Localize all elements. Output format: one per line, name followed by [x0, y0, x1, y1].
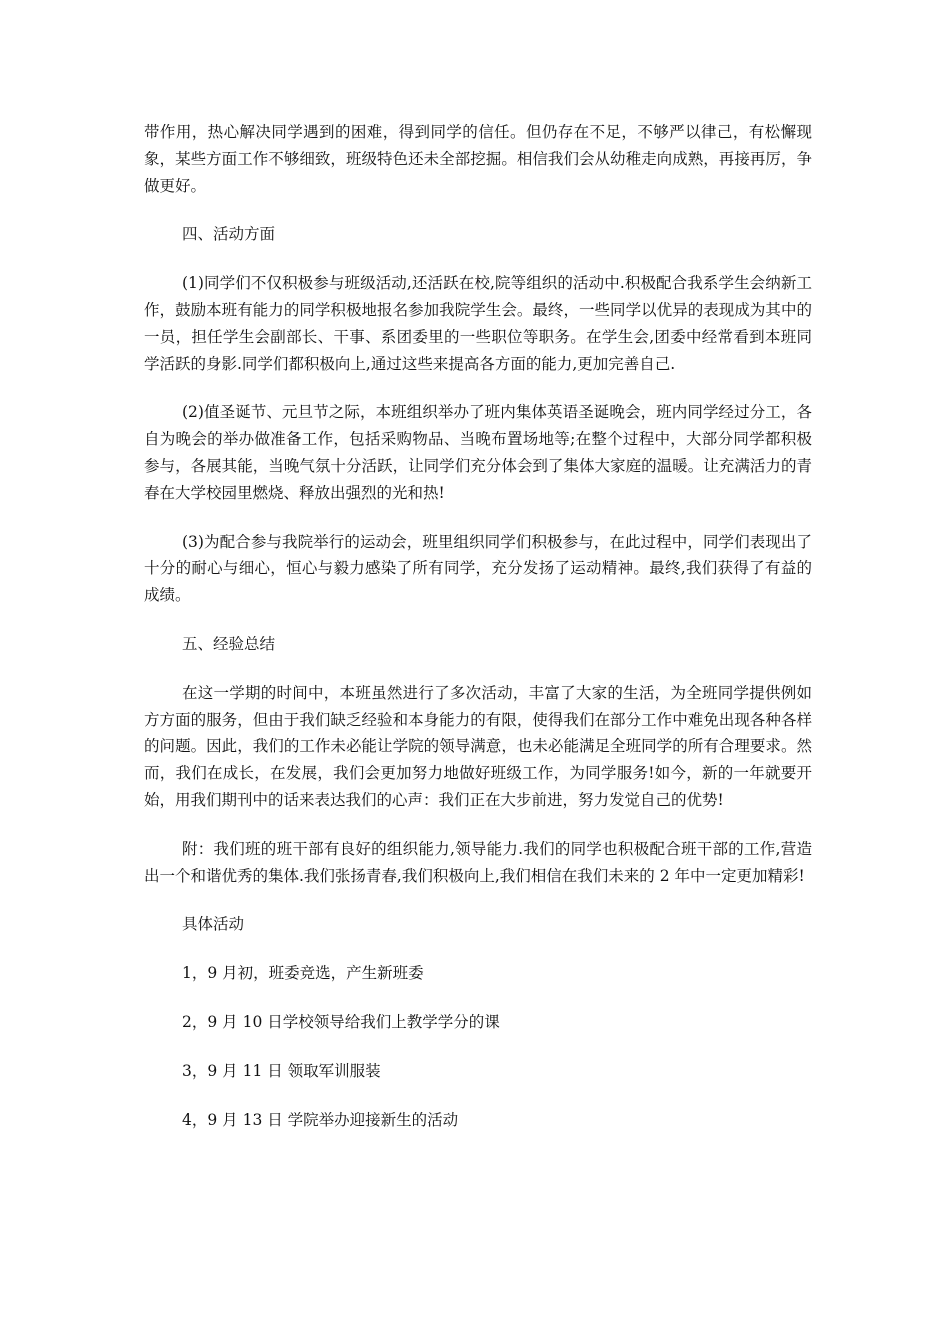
list-item: 3，9 月 11 日 领取军训服装	[182, 1061, 381, 1080]
section-activities-heading: 四、活动方面	[182, 225, 276, 244]
list-item: 4，9 月 13 日 学院举办迎接新生的活动	[182, 1110, 459, 1129]
summary-paragraph-appendix: 附：我们班的班干部有良好的组织能力,领导能力.我们的同学也积极配合班干部的工作,营造出一个和谐优秀的集体.我们张扬青春,我们积极向上,我们相信在我们未来的 2 年中一定更加精彩!	[144, 839, 812, 885]
section-specific-heading: 具体活动	[182, 915, 245, 934]
list-item: 1，9 月初，班委竞选，产生新班委	[182, 964, 424, 983]
document-page	[144, 119, 812, 1155]
list-item: 2，9 月 10 日学校领导给我们上教学学分的课	[182, 1012, 500, 1031]
activities-paragraph-1: (1)同学们不仅积极参与班级活动,还活跃在校,院等组织的活动中.积极配合我系学生会纳新工作，鼓励本班有能力的同学积极地报名参加我院学生会。最终，一些同学以优异的表现成为其中的一员，担任学生会副部长、干事、系团委里的一些职位等职务。在学生会,团委中经常看到本班同学活跃的身影.同学们都积极向上,通过这些来提高各方面的能力,更加完善自己.	[144, 274, 812, 373]
summary-paragraph-1: 在这一学期的时间中，本班虽然进行了多次活动，丰富了大家的生活，为全班同学提供例如方方面的服务，但由于我们缺乏经验和本身能力的有限，使得我们在部分工作中难免出现各种各样的问题。因此，我们的工作未必能让学院的领导满意，也未必能满足全班同学的所有合理要求。然而，我们在成长，在发展，我们会更加努力地做好班级工作，为同学服务!如今，新的一年就要开始，用我们期刊中的话来表达我们的心声：我们正在大步前进，努力发觉自己的优势!	[144, 683, 812, 809]
activities-paragraph-2: (2)值圣诞节、元旦节之际，本班组织举办了班内集体英语圣诞晚会，班内同学经过分工，各自为晚会的举办做准备工作，包括采购物品、当晚布置场地等;在整个过程中，大部分同学都积极参与，各展其能，当晚气氛十分活跃，让同学们充分体会到了集体大家庭的温暖。让充满活力的青春在大学校园里燃烧、释放出强烈的光和热!	[144, 403, 812, 502]
section-summary-heading: 五、经验总结	[182, 634, 276, 653]
specific-activities-list	[144, 960, 812, 1133]
intro-paragraph: 带作用，热心解决同学遇到的困难，得到同学的信任。但仍存在不足，不够严以律己，有松懈现象，某些方面工作不够细致，班级特色还未全部挖掘。相信我们会从幼稚走向成熟，再接再厉，争做更好。	[144, 123, 812, 195]
activities-paragraph-3: (3)为配合参与我院举行的运动会，班里组织同学们积极参与，在此过程中，同学们表现出了十分的耐心与细心，恒心与毅力感染了所有同学，充分发扬了运动精神。最终,我们获得了有益的成绩。	[144, 532, 812, 605]
